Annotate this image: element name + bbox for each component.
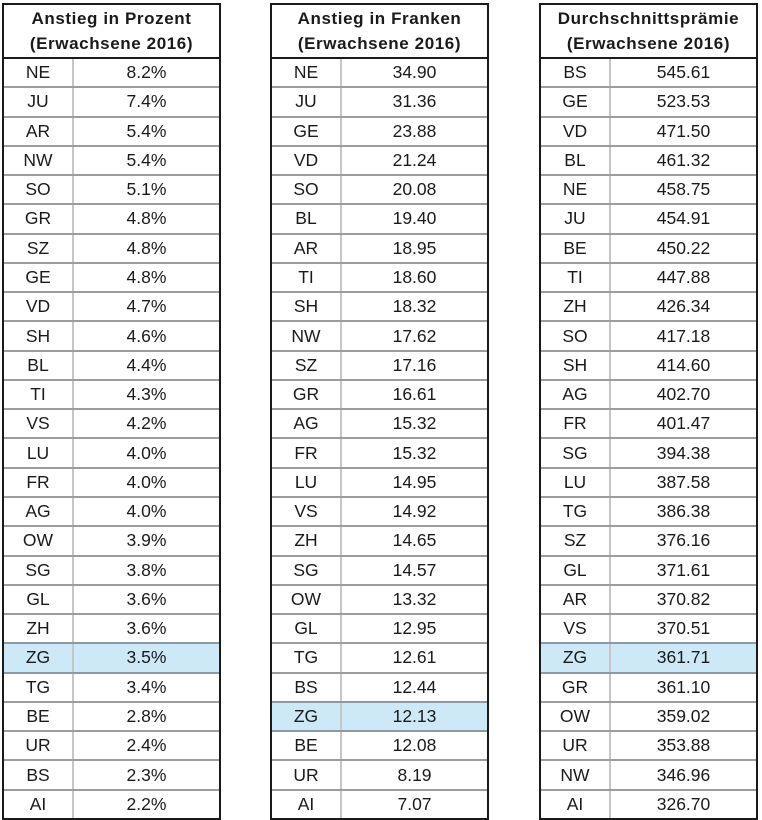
table-title-line1: Durchschnittsprämie <box>557 9 740 28</box>
value-cell: 370.82 <box>656 588 711 609</box>
table-header <box>4 5 219 59</box>
value-cell: 8.19 <box>397 764 432 785</box>
canton-cell: BE <box>541 235 611 262</box>
value-cell: 12.44 <box>392 676 437 697</box>
table-row <box>4 59 219 86</box>
value-cell: 4.0% <box>126 471 167 492</box>
table-title-line2: (Erwachsene 2016) <box>29 34 194 53</box>
value-cell: 13.32 <box>392 588 437 609</box>
canton-cell: VS <box>4 410 74 437</box>
table-row <box>541 116 756 145</box>
table-anstieg-franken <box>270 3 489 820</box>
canton-cell: VS <box>541 615 611 642</box>
table-row <box>541 555 756 584</box>
canton-cell: SO <box>272 176 342 203</box>
value-cell: 361.10 <box>656 676 711 697</box>
table-row <box>272 59 487 86</box>
canton-cell: SO <box>4 176 74 203</box>
value-cell: 18.95 <box>392 237 437 258</box>
canton-cell: SH <box>541 352 611 379</box>
value-cell: 17.16 <box>392 354 437 375</box>
table-row <box>272 584 487 613</box>
canton-cell: OW <box>272 586 342 613</box>
table-row <box>272 86 487 115</box>
table-row <box>272 350 487 379</box>
canton-cell: TI <box>4 381 74 408</box>
table-row <box>272 642 487 671</box>
value-cell: 523.53 <box>656 91 711 112</box>
value-cell: 14.65 <box>392 530 437 551</box>
value-cell: 15.32 <box>392 413 437 434</box>
canton-cell: BE <box>4 703 74 730</box>
value-cell: 353.88 <box>656 735 711 756</box>
value-cell: 4.8% <box>126 237 167 258</box>
table-row <box>541 525 756 554</box>
value-cell: 402.70 <box>656 384 711 405</box>
canton-cell: AR <box>541 586 611 613</box>
canton-cell: BS <box>4 761 74 788</box>
canton-cell: SG <box>4 557 74 584</box>
value-cell: 19.40 <box>392 208 437 229</box>
canton-cell: GR <box>541 674 611 701</box>
table-body <box>272 59 487 818</box>
table-row <box>272 555 487 584</box>
canton-cell: GE <box>272 118 342 145</box>
table-row <box>272 467 487 496</box>
canton-cell: BS <box>272 674 342 701</box>
table-row <box>541 408 756 437</box>
canton-cell: UR <box>4 732 74 759</box>
table-row <box>4 116 219 145</box>
table-title-line1: Anstieg in Prozent <box>31 9 192 28</box>
table-row <box>541 496 756 525</box>
table-row <box>541 59 756 86</box>
value-cell: 12.95 <box>392 618 437 639</box>
value-cell: 361.71 <box>656 647 711 668</box>
table-row <box>541 233 756 262</box>
canton-cell: AR <box>272 235 342 262</box>
table-row <box>4 233 219 262</box>
value-cell: 376.16 <box>656 530 711 551</box>
value-cell: 454.91 <box>656 208 711 229</box>
table-row <box>272 730 487 759</box>
value-cell: 20.08 <box>392 179 437 200</box>
value-cell: 387.58 <box>656 471 711 492</box>
table-row <box>4 408 219 437</box>
canton-cell: TI <box>541 264 611 291</box>
table-row <box>4 759 219 788</box>
canton-cell: JU <box>4 88 74 115</box>
value-cell: 471.50 <box>656 120 711 141</box>
table-row <box>541 672 756 701</box>
value-cell: 18.32 <box>392 296 437 317</box>
value-cell: 447.88 <box>656 266 711 287</box>
table-row <box>4 730 219 759</box>
table-row <box>4 789 219 818</box>
table-row <box>4 496 219 525</box>
table-row <box>272 379 487 408</box>
value-cell: 3.6% <box>126 618 167 639</box>
value-cell: 5.4% <box>126 149 167 170</box>
table-row <box>541 262 756 291</box>
canton-cell: LU <box>272 469 342 496</box>
table-row <box>541 174 756 203</box>
table-row <box>272 613 487 642</box>
canton-cell: GR <box>4 205 74 232</box>
table-body <box>4 59 219 818</box>
table-row <box>272 116 487 145</box>
table-title-line2: (Erwachsene 2016) <box>566 34 731 53</box>
value-cell: 16.61 <box>392 384 437 405</box>
table-row <box>4 145 219 174</box>
canton-cell: NE <box>4 59 74 86</box>
table-row <box>272 291 487 320</box>
value-cell: 17.62 <box>392 325 437 346</box>
value-cell: 414.60 <box>656 354 711 375</box>
table-row <box>4 86 219 115</box>
value-cell: 2.2% <box>126 793 167 814</box>
table-row <box>4 320 219 349</box>
table-row <box>541 759 756 788</box>
canton-cell: AI <box>272 791 342 818</box>
value-cell: 5.4% <box>126 120 167 141</box>
table-row <box>541 642 756 671</box>
table-row <box>272 408 487 437</box>
canton-cell: TG <box>272 644 342 671</box>
canton-cell: OW <box>541 703 611 730</box>
table-row <box>272 437 487 466</box>
value-cell: 401.47 <box>656 413 711 434</box>
table-row <box>541 145 756 174</box>
canton-cell: VD <box>272 147 342 174</box>
value-cell: 4.2% <box>126 413 167 434</box>
canton-cell: JU <box>541 205 611 232</box>
table-row <box>541 789 756 818</box>
table-body <box>541 59 756 818</box>
value-cell: 2.4% <box>126 735 167 756</box>
canton-cell: ZH <box>4 615 74 642</box>
value-cell: 458.75 <box>656 179 711 200</box>
table-header <box>541 5 756 59</box>
value-cell: 15.32 <box>392 442 437 463</box>
value-cell: 2.3% <box>126 764 167 785</box>
value-cell: 4.3% <box>126 384 167 405</box>
table-row <box>272 701 487 730</box>
table-row <box>541 467 756 496</box>
canton-cell: SG <box>541 439 611 466</box>
canton-cell: BE <box>272 732 342 759</box>
table-row <box>272 320 487 349</box>
value-cell: 3.4% <box>126 676 167 697</box>
table-row <box>4 350 219 379</box>
value-cell: 461.32 <box>656 149 711 170</box>
value-cell: 7.4% <box>126 91 167 112</box>
canton-cell: FR <box>541 410 611 437</box>
canton-cell: FR <box>4 469 74 496</box>
canton-cell: SZ <box>4 235 74 262</box>
table-row <box>4 174 219 203</box>
canton-cell: UR <box>541 732 611 759</box>
value-cell: 2.8% <box>126 705 167 726</box>
table-row <box>4 437 219 466</box>
canton-cell: ZG <box>4 644 74 671</box>
value-cell: 31.36 <box>392 91 437 112</box>
canton-cell: VS <box>272 498 342 525</box>
canton-cell: OW <box>4 527 74 554</box>
canton-cell: FR <box>272 439 342 466</box>
value-cell: 386.38 <box>656 501 711 522</box>
canton-cell: VD <box>541 118 611 145</box>
table-row <box>272 233 487 262</box>
value-cell: 18.60 <box>392 266 437 287</box>
table-row <box>4 555 219 584</box>
canton-cell: LU <box>4 439 74 466</box>
canton-cell: VD <box>4 293 74 320</box>
value-cell: 4.0% <box>126 501 167 522</box>
table-row <box>4 584 219 613</box>
table-row <box>272 759 487 788</box>
canton-cell: AI <box>4 791 74 818</box>
table-row <box>541 437 756 466</box>
value-cell: 4.7% <box>126 296 167 317</box>
value-cell: 326.70 <box>656 793 711 814</box>
value-cell: 426.34 <box>656 296 711 317</box>
canton-cell: BL <box>541 147 611 174</box>
table-row <box>272 672 487 701</box>
canton-cell: GL <box>272 615 342 642</box>
table-row <box>541 379 756 408</box>
value-cell: 370.51 <box>656 618 711 639</box>
table-row <box>4 291 219 320</box>
canton-cell: SH <box>272 293 342 320</box>
value-cell: 394.38 <box>656 442 711 463</box>
canton-cell: BL <box>4 352 74 379</box>
table-row <box>541 86 756 115</box>
value-cell: 4.0% <box>126 442 167 463</box>
table-durchschnittspraemie <box>539 3 758 820</box>
table-row <box>272 174 487 203</box>
value-cell: 3.5% <box>126 647 167 668</box>
value-cell: 12.08 <box>392 735 437 756</box>
table-row <box>541 203 756 232</box>
canton-cell: GL <box>541 557 611 584</box>
table-anstieg-prozent <box>2 3 221 820</box>
canton-cell: JU <box>272 88 342 115</box>
value-cell: 3.6% <box>126 588 167 609</box>
value-cell: 371.61 <box>656 559 711 580</box>
value-cell: 359.02 <box>656 705 711 726</box>
value-cell: 3.9% <box>126 530 167 551</box>
canton-cell: AR <box>4 118 74 145</box>
canton-cell: ZH <box>541 293 611 320</box>
canton-cell: ZG <box>272 703 342 730</box>
table-row <box>4 613 219 642</box>
canton-cell: LU <box>541 469 611 496</box>
canton-cell: BL <box>272 205 342 232</box>
canton-cell: AG <box>4 498 74 525</box>
value-cell: 14.92 <box>392 501 437 522</box>
table-title-line2: (Erwachsene 2016) <box>297 34 462 53</box>
canton-cell: SG <box>272 557 342 584</box>
table-row <box>4 203 219 232</box>
table-row <box>541 291 756 320</box>
value-cell: 5.1% <box>126 179 167 200</box>
canton-cell: BS <box>541 59 611 86</box>
table-row <box>541 701 756 730</box>
table-row <box>272 789 487 818</box>
value-cell: 4.8% <box>126 208 167 229</box>
canton-cell: NE <box>272 59 342 86</box>
canton-cell: SZ <box>541 527 611 554</box>
canton-cell: GR <box>272 381 342 408</box>
table-row <box>4 642 219 671</box>
canton-cell: UR <box>272 761 342 788</box>
canton-cell: AG <box>272 410 342 437</box>
canton-cell: SO <box>541 322 611 349</box>
table-row <box>272 262 487 291</box>
table-row <box>4 379 219 408</box>
table-row <box>541 320 756 349</box>
table-row <box>4 467 219 496</box>
table-row <box>541 584 756 613</box>
value-cell: 4.8% <box>126 266 167 287</box>
table-row <box>272 203 487 232</box>
canton-cell: TG <box>4 674 74 701</box>
value-cell: 34.90 <box>392 62 437 83</box>
table-row <box>272 145 487 174</box>
canton-cell: GE <box>4 264 74 291</box>
value-cell: 3.8% <box>126 559 167 580</box>
table-row <box>4 525 219 554</box>
canton-cell: NW <box>541 761 611 788</box>
table-row <box>4 672 219 701</box>
table-title-line1: Anstieg in Franken <box>297 9 462 28</box>
table-header <box>272 5 487 59</box>
value-cell: 23.88 <box>392 120 437 141</box>
canton-cell: NE <box>541 176 611 203</box>
canton-cell: NW <box>272 322 342 349</box>
canton-cell: AG <box>541 381 611 408</box>
canton-cell: GL <box>4 586 74 613</box>
canton-cell: TG <box>541 498 611 525</box>
value-cell: 7.07 <box>397 793 432 814</box>
table-row <box>272 496 487 525</box>
value-cell: 417.18 <box>656 325 711 346</box>
value-cell: 14.95 <box>392 471 437 492</box>
table-row <box>541 730 756 759</box>
canton-cell: TI <box>272 264 342 291</box>
value-cell: 346.96 <box>656 764 711 785</box>
table-row <box>4 701 219 730</box>
table-row <box>541 350 756 379</box>
table-row <box>541 613 756 642</box>
value-cell: 21.24 <box>392 149 437 170</box>
value-cell: 8.2% <box>126 62 167 83</box>
canton-cell: GE <box>541 88 611 115</box>
value-cell: 545.61 <box>656 62 711 83</box>
table-row <box>272 525 487 554</box>
value-cell: 4.4% <box>126 354 167 375</box>
canton-cell: SH <box>4 322 74 349</box>
value-cell: 450.22 <box>656 237 711 258</box>
value-cell: 4.6% <box>126 325 167 346</box>
table-row <box>4 262 219 291</box>
canton-cell: ZH <box>272 527 342 554</box>
canton-cell: NW <box>4 147 74 174</box>
value-cell: 12.13 <box>392 705 437 726</box>
value-cell: 12.61 <box>392 647 437 668</box>
value-cell: 14.57 <box>392 559 437 580</box>
canton-cell: ZG <box>541 644 611 671</box>
canton-cell: AI <box>541 791 611 818</box>
canton-cell: SZ <box>272 352 342 379</box>
